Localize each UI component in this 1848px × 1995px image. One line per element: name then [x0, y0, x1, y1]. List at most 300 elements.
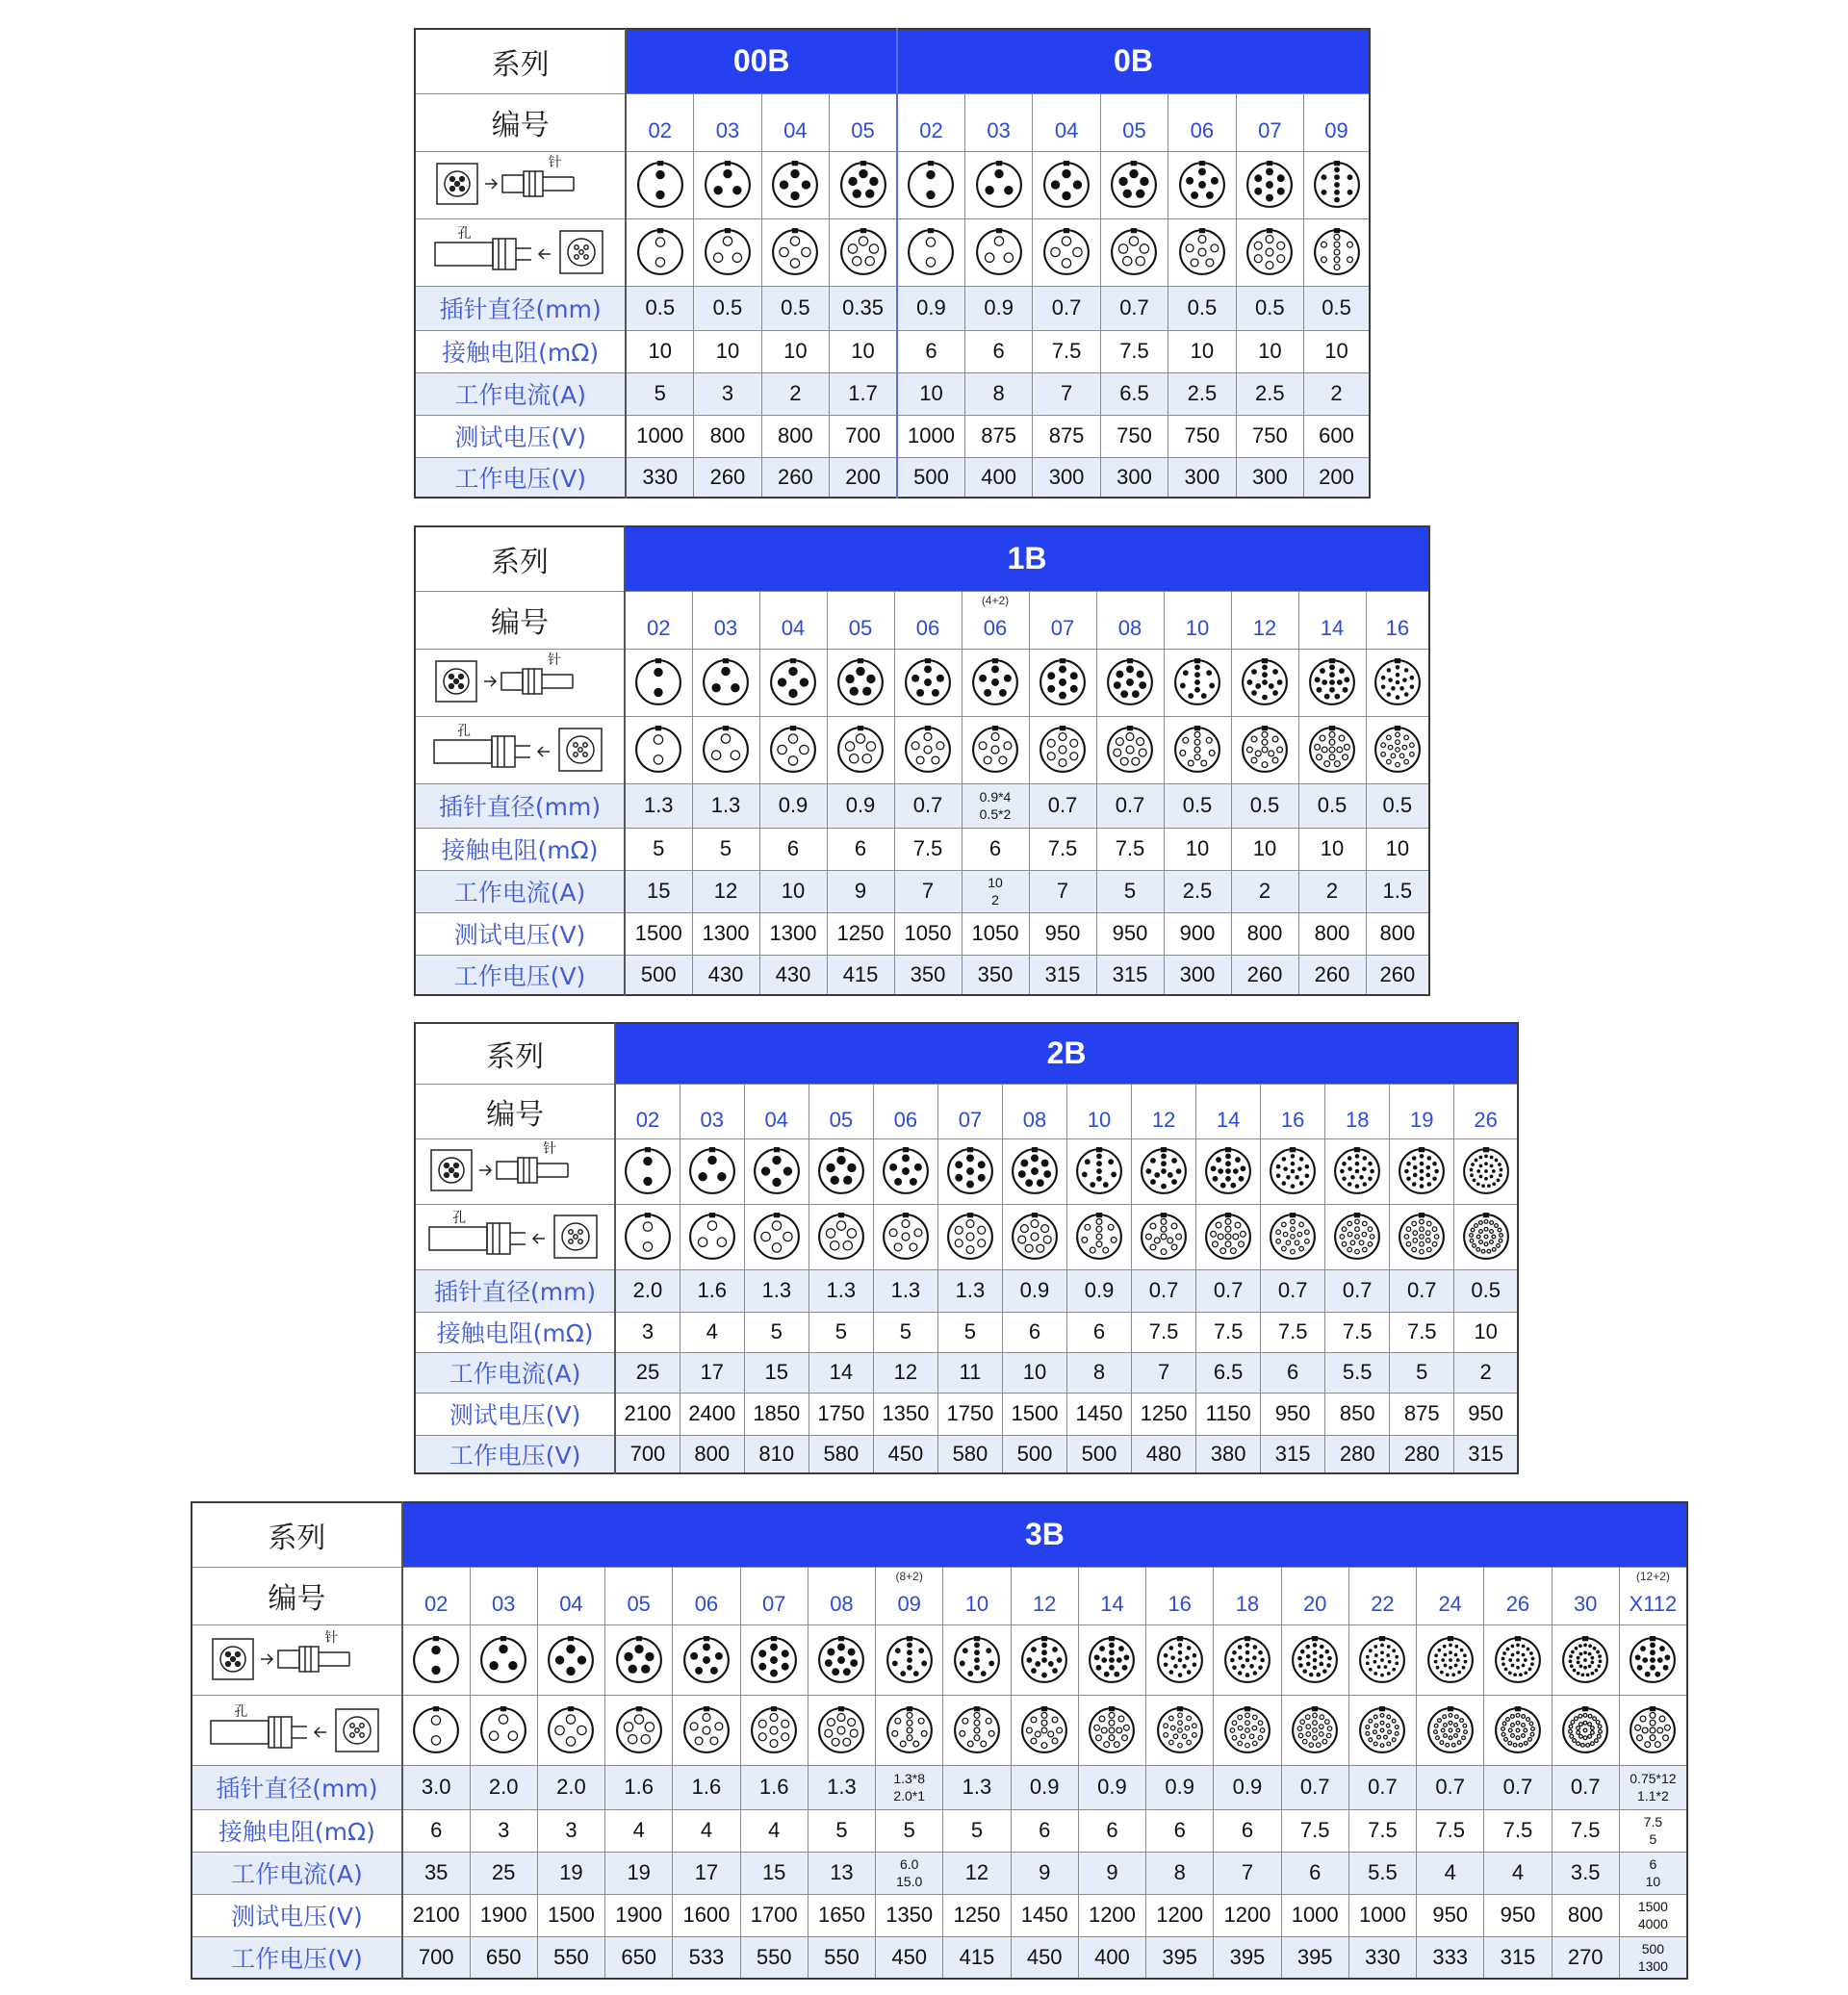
pin-layout-icon: [1493, 1635, 1543, 1685]
pin-layout-icon: [1222, 1635, 1272, 1685]
spec-row: [192, 1852, 1687, 1894]
pin-face-cell: [1454, 1138, 1518, 1204]
code-cell: 16: [1146, 1567, 1214, 1624]
spec-value: 1.3: [808, 1765, 875, 1809]
spec-value: 0.9: [1214, 1765, 1281, 1809]
spec-value: 0.5: [1168, 286, 1236, 330]
spec-value: 450: [876, 1936, 943, 1979]
spec-value: 0.7: [1261, 1269, 1325, 1312]
spec-value: 5: [808, 1312, 873, 1352]
code-cell: 18: [1214, 1567, 1281, 1624]
spec-value: 450: [873, 1435, 937, 1473]
spec-value: 0.9: [1011, 1765, 1078, 1809]
spec-value: 7: [1214, 1852, 1281, 1894]
spec-value: 800: [1366, 912, 1429, 955]
spec-row: [415, 1352, 1518, 1393]
spec-label: 测试电压(V): [415, 415, 626, 457]
spec-value-line: 5: [1649, 1831, 1657, 1847]
spec-value: 0.5: [1236, 286, 1303, 330]
spec-value: 10: [1002, 1352, 1066, 1393]
spec-value-line: 0.5*2: [979, 806, 1012, 822]
spec-value: 6: [759, 828, 827, 870]
spec-value: 3.0: [402, 1765, 470, 1809]
spec-value: 0.7: [1348, 1765, 1416, 1809]
hole-layout-icon: [752, 1212, 802, 1262]
spec-value: 6: [1078, 1809, 1145, 1852]
spec-value: 500: [897, 457, 964, 498]
code-cell: (12+2) X112: [1619, 1567, 1687, 1624]
hole-layout-icon: [903, 725, 953, 775]
hole-face-cell: [894, 716, 962, 783]
spec-value: 8: [964, 372, 1032, 415]
spec-value: 5.5: [1325, 1352, 1390, 1393]
spec-value: 300: [1164, 955, 1231, 995]
pin-face-cell: [694, 151, 761, 218]
spec-value: 315: [1029, 955, 1096, 995]
spec-value: 700: [402, 1936, 470, 1979]
spec-value: 1450: [1011, 1894, 1078, 1936]
spec-value: 4: [1417, 1852, 1484, 1894]
spec-row: [415, 415, 1370, 457]
pin-layout-icon: [816, 1146, 866, 1196]
spec-value: 1050: [962, 912, 1029, 955]
spec-value: 6: [1214, 1809, 1281, 1852]
spec-value: 0.5: [1454, 1269, 1518, 1312]
hole-face-cell: [1132, 1204, 1196, 1269]
hole-face-cell: [1552, 1695, 1619, 1765]
code-cell: 04: [761, 93, 829, 151]
spec-value: 875: [964, 415, 1032, 457]
spec-value: 0.9: [1078, 1765, 1145, 1809]
spec-value: 750: [1168, 415, 1236, 457]
spec-value: 0.7: [1484, 1765, 1552, 1809]
code-row: [415, 93, 1370, 151]
spec-table-3b: [191, 1501, 1688, 1980]
hole-layout-icon: [1425, 1705, 1476, 1755]
spec-value-line: 6: [1649, 1856, 1657, 1872]
hole-face-cell: [964, 218, 1032, 286]
pin-layout-icon: [1074, 1146, 1124, 1196]
spec-value: 19: [605, 1852, 673, 1894]
spec-value: 2100: [402, 1894, 470, 1936]
pin-face-cell: [625, 649, 692, 716]
spec-value: 1250: [827, 912, 894, 955]
spec-value: 2.0: [470, 1765, 537, 1809]
hole-face-cell: [470, 1695, 537, 1765]
spec-value: 17: [680, 1352, 744, 1393]
spec-value: 3: [537, 1809, 604, 1852]
spec-value: 10: [830, 330, 897, 372]
spec-value: 6: [1281, 1852, 1348, 1894]
spec-value: 1500: [537, 1894, 604, 1936]
code-cell: 12: [1132, 1084, 1196, 1138]
series-name: 00B: [626, 29, 897, 93]
series-label: 系列: [415, 1023, 615, 1084]
spec-value: 15: [740, 1852, 808, 1894]
code-cell: 04: [744, 1084, 808, 1138]
spec-value: 10: [1366, 828, 1429, 870]
spec-value: 260: [1366, 955, 1429, 995]
spec-value: 1900: [605, 1894, 673, 1936]
hole-face-cell: [1348, 1695, 1416, 1765]
spec-value: 950: [1029, 912, 1096, 955]
pin-layout-icon: [1177, 160, 1227, 210]
spec-value: 500: [625, 955, 692, 995]
hole-face-row: [415, 1204, 1518, 1269]
spec-value: 580: [808, 1435, 873, 1473]
spec-value: 7.5: [1417, 1809, 1484, 1852]
hole-layout-icon: [1010, 1212, 1060, 1262]
code-cell: 18: [1325, 1084, 1390, 1138]
hole-layout-icon: [546, 1705, 596, 1755]
spec-label: 测试电压(V): [192, 1894, 402, 1936]
spec-value: 10: [897, 372, 964, 415]
series-name: 2B: [615, 1023, 1518, 1084]
hole-face-cell: [1261, 1204, 1325, 1269]
hole-layout-icon: [478, 1705, 528, 1755]
spec-value: 315: [1096, 955, 1164, 995]
spec-value: 7.5: [1196, 1312, 1261, 1352]
spec-value: 2.0: [537, 1765, 604, 1809]
pin-glyph: 针: [548, 155, 562, 170]
pin-layout-icon: [703, 160, 753, 210]
spec-value-line: 2: [991, 892, 999, 908]
spec-value: 333: [1417, 1936, 1484, 1979]
spec-row: [192, 1936, 1687, 1979]
spec-value: 300: [1033, 457, 1100, 498]
hole-layout-icon: [411, 1705, 461, 1755]
code-cell: 06: [894, 591, 962, 649]
hole-face-cell: [761, 218, 829, 286]
hole-face-cell: [873, 1204, 937, 1269]
pin-glyph: 针: [548, 652, 561, 668]
pin-face-cell: [1011, 1624, 1078, 1695]
hole-face-cell: [897, 218, 964, 286]
hole-face-row: [192, 1695, 1687, 1765]
pin-layout-icon: [478, 1635, 528, 1685]
spec-row: [415, 1393, 1518, 1435]
pin-layout-icon: [1105, 657, 1155, 707]
hole-face-row: [415, 716, 1429, 783]
spec-value-line: 15.0: [896, 1874, 923, 1889]
spec-value: 550: [740, 1936, 808, 1979]
spec-value: 2: [1454, 1352, 1518, 1393]
spec-value: 15: [625, 870, 692, 912]
hole-face-cell: [1236, 218, 1303, 286]
spec-label: 插针直径(mm): [415, 286, 626, 330]
spec-value: 4: [1484, 1852, 1552, 1894]
pin-layout-icon: [1268, 1146, 1318, 1196]
pin-layout-icon: [1245, 160, 1295, 210]
spec-value: 1.3: [692, 783, 759, 828]
spec-value: 415: [943, 1936, 1011, 1979]
hole-layout-icon: [1493, 1705, 1543, 1755]
hole-layout-icon: [1105, 725, 1155, 775]
spec-value: 0.7: [1029, 783, 1096, 828]
pin-face-cell: [1298, 649, 1366, 716]
spec-value: 380: [1196, 1435, 1261, 1473]
spec-value: 2.0: [615, 1269, 680, 1312]
code-cell: 10: [1067, 1084, 1132, 1138]
hole-layout-icon: [768, 725, 818, 775]
spec-value: 10: [1164, 828, 1231, 870]
spec-value: 0.7: [1096, 783, 1164, 828]
pin-face-cell: [470, 1624, 537, 1695]
hole-layout-icon: [1139, 1212, 1189, 1262]
hole-face-cell: [1390, 1204, 1454, 1269]
hole-layout-icon: [952, 1705, 1002, 1755]
hole-layout-icon: [1332, 1212, 1382, 1262]
spec-value: 9: [1011, 1852, 1078, 1894]
spec-value: 2.5: [1236, 372, 1303, 415]
pin-face-cell: [1132, 1138, 1196, 1204]
spec-value: 260: [761, 457, 829, 498]
pin-layout-icon: [635, 160, 685, 210]
code-cell: 16: [1261, 1084, 1325, 1138]
spec-value: 5: [943, 1809, 1011, 1852]
male-plug-diagram-icon: [415, 1138, 615, 1204]
spec-value: 0.7: [1132, 1269, 1196, 1312]
spec-label: 工作电流(A): [415, 870, 625, 912]
spec-value: [962, 870, 1029, 912]
spec-value: 800: [680, 1435, 744, 1473]
pin-face-cell: [827, 649, 894, 716]
spec-value: 7.5: [1390, 1312, 1454, 1352]
hole-glyph: 孔: [234, 1703, 248, 1720]
hole-face-cell: [1146, 1695, 1214, 1765]
spec-value: 12: [943, 1852, 1011, 1894]
spec-value: [1619, 1852, 1687, 1894]
pin-layout-icon: [1240, 657, 1290, 707]
spec-value: 280: [1390, 1435, 1454, 1473]
pin-face-cell: [1281, 1624, 1348, 1695]
pin-layout-icon: [1461, 1146, 1511, 1196]
spec-value: 700: [615, 1435, 680, 1473]
female-socket-diagram-icon: [192, 1695, 402, 1765]
spec-value: 7.5: [1096, 828, 1164, 870]
pin-face-cell: [1146, 1624, 1214, 1695]
code-cell: 03: [680, 1084, 744, 1138]
spec-value-line: 7.5: [1643, 1814, 1663, 1829]
spec-value: 315: [1261, 1435, 1325, 1473]
spec-value: 9: [827, 870, 894, 912]
spec-value: 1.3: [943, 1765, 1011, 1809]
spec-value: 300: [1100, 457, 1168, 498]
spec-value-line: 1.1*2: [1637, 1788, 1669, 1803]
code-note: (8+2): [895, 1569, 923, 1583]
hole-layout-icon: [770, 227, 820, 277]
pin-face-cell: [673, 1624, 740, 1695]
spec-value: 0.9: [759, 783, 827, 828]
hole-face-cell: [1168, 218, 1236, 286]
spec-value: 6: [1011, 1809, 1078, 1852]
series-label: 系列: [415, 526, 625, 591]
spec-value: 0.5: [694, 286, 761, 330]
spec-value: 550: [808, 1936, 875, 1979]
pin-face-cell: [1078, 1624, 1145, 1695]
pin-face-cell: [964, 151, 1032, 218]
spec-value: 7: [1033, 372, 1100, 415]
pin-layout-icon: [1041, 160, 1091, 210]
spec-row: [415, 828, 1429, 870]
spec-value: 1300: [759, 912, 827, 955]
series-name: 3B: [402, 1502, 1687, 1567]
hole-face-cell: [537, 1695, 604, 1765]
spec-value: 5: [876, 1809, 943, 1852]
hole-face-cell: [827, 716, 894, 783]
code-cell: 14: [1078, 1567, 1145, 1624]
spec-value: 430: [759, 955, 827, 995]
hole-layout-icon: [749, 1705, 799, 1755]
spec-label: 插针直径(mm): [415, 1269, 615, 1312]
spec-value: 0.9: [827, 783, 894, 828]
spec-value: 700: [830, 415, 897, 457]
spec-value: 0.7: [1196, 1269, 1261, 1312]
hole-face-cell: [1029, 716, 1096, 783]
hole-face-cell: [1011, 1695, 1078, 1765]
pin-face-cell: [1067, 1138, 1132, 1204]
spec-table-00b-0b: [414, 28, 1371, 499]
hole-face-cell: [1078, 1695, 1145, 1765]
code-cell: (4+2) 06: [962, 591, 1029, 649]
spec-value: 10: [1298, 828, 1366, 870]
spec-label: 测试电压(V): [415, 1393, 615, 1435]
spec-value: 1450: [1067, 1393, 1132, 1435]
hole-layout-icon: [1087, 1705, 1137, 1755]
code-cell: 08: [1096, 591, 1164, 649]
pin-face-row: [415, 1138, 1518, 1204]
spec-value: 2: [761, 372, 829, 415]
spec-value: 7.5: [1029, 828, 1096, 870]
spec-value: 6: [962, 828, 1029, 870]
spec-value: 11: [937, 1352, 1002, 1393]
spec-value: 430: [692, 955, 759, 995]
spec-value: 270: [1552, 1936, 1619, 1979]
pin-layout-icon: [974, 160, 1024, 210]
spec-value: 875: [1390, 1393, 1454, 1435]
spec-value: 400: [1078, 1936, 1145, 1979]
spec-value: 0.9: [1146, 1765, 1214, 1809]
spec-value: 1150: [1196, 1393, 1261, 1435]
hole-layout-icon: [838, 227, 888, 277]
hole-face-cell: [694, 218, 761, 286]
pin-face-cell: [1236, 151, 1303, 218]
code-cell: 07: [937, 1084, 1002, 1138]
spec-label: 测试电压(V): [415, 912, 625, 955]
spec-value: 200: [1304, 457, 1370, 498]
spec-value: 7.5: [1348, 1809, 1416, 1852]
spec-value: 3.5: [1552, 1852, 1619, 1894]
spec-value: 4: [673, 1809, 740, 1852]
code-cell: 02: [626, 93, 693, 151]
spec-value: 330: [1348, 1936, 1416, 1979]
code-cell: 03: [692, 591, 759, 649]
pin-face-cell: [1096, 649, 1164, 716]
spec-value: 1000: [1281, 1894, 1348, 1936]
spec-value: 1000: [897, 415, 964, 457]
code-cell: 14: [1298, 591, 1366, 649]
pin-layout-icon: [1203, 1146, 1253, 1196]
spec-label: 工作电流(A): [415, 1352, 615, 1393]
spec-value: 0.7: [1325, 1269, 1390, 1312]
spec-value-line: 0.75*12: [1630, 1771, 1677, 1786]
spec-value: 1.3: [625, 783, 692, 828]
code-note: (12+2): [1635, 1569, 1670, 1583]
code-cell: 14: [1196, 1084, 1261, 1138]
female-socket-diagram-icon: [205, 1701, 388, 1755]
hole-layout-icon: [1155, 1705, 1205, 1755]
spec-value: 0.5: [1366, 783, 1429, 828]
pin-face-cell: [1214, 1624, 1281, 1695]
hole-layout-icon: [906, 227, 956, 277]
spec-row: [415, 783, 1429, 828]
pin-face-cell: [1196, 1138, 1261, 1204]
spec-value: 500: [1067, 1435, 1132, 1473]
spec-value: 7.5: [1484, 1809, 1552, 1852]
hole-layout-icon: [881, 1212, 931, 1262]
spec-row: [415, 372, 1370, 415]
spec-label: 接触电阻(mΩ): [415, 330, 626, 372]
hole-layout-icon: [1074, 1212, 1124, 1262]
spec-value: 7.5: [1281, 1809, 1348, 1852]
pin-face-cell: [402, 1624, 470, 1695]
spec-value: 7.5: [1261, 1312, 1325, 1352]
code-cell: 03: [694, 93, 761, 151]
spec-label: 工作电压(V): [415, 955, 625, 995]
pin-face-cell: [808, 1624, 875, 1695]
spec-value-line: 2.0*1: [893, 1788, 926, 1803]
pin-layout-icon: [1560, 1635, 1610, 1685]
spec-value: 5: [873, 1312, 937, 1352]
spec-value: 5.5: [1348, 1852, 1416, 1894]
hole-layout-icon: [1268, 1212, 1318, 1262]
hole-face-cell: [1281, 1695, 1348, 1765]
spec-value: 6.5: [1196, 1352, 1261, 1393]
spec-value-line: 0.9*4: [979, 789, 1012, 805]
spec-value: 1250: [943, 1894, 1011, 1936]
spec-value: 1200: [1078, 1894, 1145, 1936]
hole-layout-icon: [1041, 227, 1091, 277]
code-cell: (8+2) 09: [876, 1567, 943, 1624]
hole-layout-icon: [1177, 227, 1227, 277]
hole-layout-icon: [1373, 725, 1423, 775]
hole-layout-icon: [945, 1212, 995, 1262]
code-cell: 07: [1236, 93, 1303, 151]
hole-glyph: 孔: [457, 724, 471, 739]
spec-value-line: 10: [1645, 1874, 1661, 1889]
code-cell: 07: [740, 1567, 808, 1624]
pin-face-cell: [1325, 1138, 1390, 1204]
spec-value: 650: [605, 1936, 673, 1979]
code-cell: 26: [1484, 1567, 1552, 1624]
code-cell: 10: [943, 1567, 1011, 1624]
pin-layout-icon: [770, 160, 820, 210]
spec-value: 0.5: [1164, 783, 1231, 828]
pin-face-cell: [894, 649, 962, 716]
spec-value: 6: [1002, 1312, 1066, 1352]
spec-value: 3: [694, 372, 761, 415]
spec-value: 5: [626, 372, 693, 415]
spec-value: 6: [1146, 1809, 1214, 1852]
spec-value: 1.3: [937, 1269, 1002, 1312]
pin-face-cell: [1552, 1624, 1619, 1695]
spec-value: 0.7: [1100, 286, 1168, 330]
spec-value: [1619, 1765, 1687, 1809]
spec-value: [1619, 1936, 1687, 1979]
pin-face-row: [415, 151, 1370, 218]
spec-value: 0.5: [626, 286, 693, 330]
pin-layout-icon: [952, 1635, 1002, 1685]
